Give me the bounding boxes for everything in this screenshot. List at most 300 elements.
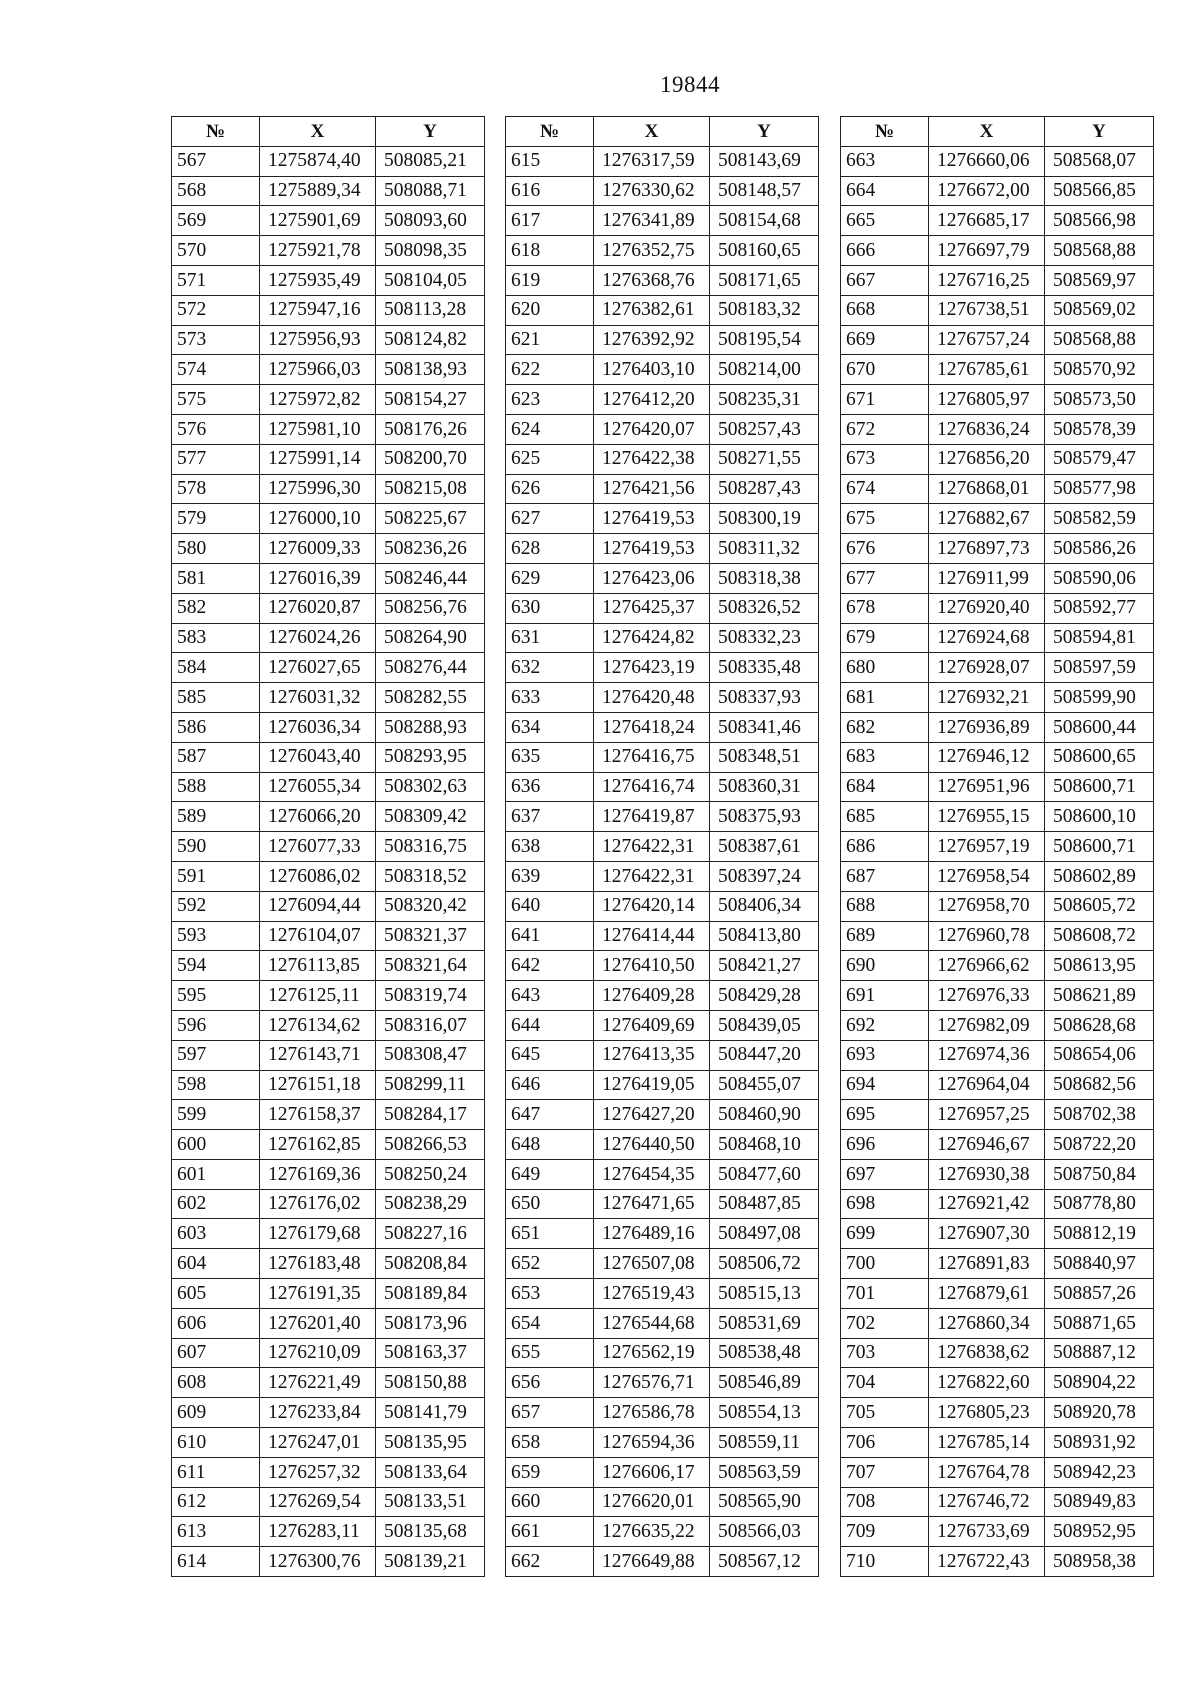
y-coordinate-cell: 508360,31 xyxy=(710,772,819,802)
x-coordinate-cell: 1276964,04 xyxy=(929,1070,1045,1100)
point-number-cell: 609 xyxy=(172,1398,260,1428)
table-row xyxy=(506,891,819,921)
table-row xyxy=(172,265,485,295)
table-row xyxy=(172,891,485,921)
point-number-cell: 682 xyxy=(841,712,929,742)
table-header-row xyxy=(841,117,1154,147)
y-coordinate-cell: 508563,59 xyxy=(710,1457,819,1487)
y-coordinate-cell: 508150,88 xyxy=(376,1368,485,1398)
point-number-cell: 676 xyxy=(841,534,929,564)
table-row xyxy=(506,206,819,236)
x-coordinate-cell: 1275981,10 xyxy=(260,414,376,444)
coordinates-table-2 xyxy=(505,116,819,1577)
table-row xyxy=(841,1428,1154,1458)
x-coordinate-cell: 1276009,33 xyxy=(260,534,376,564)
x-coordinate-cell: 1275921,78 xyxy=(260,236,376,266)
x-coordinate-cell: 1276169,36 xyxy=(260,1159,376,1189)
x-coordinate-cell: 1276544,68 xyxy=(594,1308,710,1338)
point-number-cell: 630 xyxy=(506,593,594,623)
header-y: Y xyxy=(1045,117,1154,147)
header-y: Y xyxy=(376,117,485,147)
x-coordinate-cell: 1276413,35 xyxy=(594,1040,710,1070)
table-row xyxy=(172,832,485,862)
point-number-cell: 640 xyxy=(506,891,594,921)
x-coordinate-cell: 1276576,71 xyxy=(594,1368,710,1398)
point-number-cell: 650 xyxy=(506,1189,594,1219)
y-coordinate-cell: 508579,47 xyxy=(1045,444,1154,474)
point-number-cell: 614 xyxy=(172,1547,260,1577)
y-coordinate-cell: 508154,27 xyxy=(376,385,485,415)
table-row xyxy=(506,444,819,474)
y-coordinate-cell: 508904,22 xyxy=(1045,1368,1154,1398)
table-row xyxy=(841,504,1154,534)
x-coordinate-cell: 1276958,54 xyxy=(929,861,1045,891)
y-coordinate-cell: 508093,60 xyxy=(376,206,485,236)
y-coordinate-cell: 508316,07 xyxy=(376,1010,485,1040)
table-row xyxy=(506,1428,819,1458)
y-coordinate-cell: 508447,20 xyxy=(710,1040,819,1070)
point-number-cell: 710 xyxy=(841,1547,929,1577)
y-coordinate-cell: 508183,32 xyxy=(710,295,819,325)
x-coordinate-cell: 1276419,05 xyxy=(594,1070,710,1100)
point-number-cell: 619 xyxy=(506,265,594,295)
point-number-cell: 701 xyxy=(841,1279,929,1309)
x-coordinate-cell: 1275889,34 xyxy=(260,176,376,206)
y-coordinate-cell: 508546,89 xyxy=(710,1368,819,1398)
y-coordinate-cell: 508413,80 xyxy=(710,921,819,951)
table-row xyxy=(841,295,1154,325)
point-number-cell: 707 xyxy=(841,1457,929,1487)
x-coordinate-cell: 1276300,76 xyxy=(260,1547,376,1577)
point-number-cell: 611 xyxy=(172,1457,260,1487)
x-coordinate-cell: 1276409,69 xyxy=(594,1010,710,1040)
table-row xyxy=(172,355,485,385)
x-coordinate-cell: 1276507,08 xyxy=(594,1249,710,1279)
table-row xyxy=(506,802,819,832)
table-row xyxy=(841,1130,1154,1160)
table-row xyxy=(172,1130,485,1160)
x-coordinate-cell: 1276856,20 xyxy=(929,444,1045,474)
x-coordinate-cell: 1276024,26 xyxy=(260,623,376,653)
point-number-cell: 568 xyxy=(172,176,260,206)
table-row xyxy=(841,236,1154,266)
point-number-cell: 690 xyxy=(841,951,929,981)
x-coordinate-cell: 1276594,36 xyxy=(594,1428,710,1458)
y-coordinate-cell: 508135,95 xyxy=(376,1428,485,1458)
point-number-cell: 605 xyxy=(172,1279,260,1309)
point-number-cell: 657 xyxy=(506,1398,594,1428)
table-row xyxy=(841,1070,1154,1100)
point-number-cell: 654 xyxy=(506,1308,594,1338)
x-coordinate-cell: 1276424,82 xyxy=(594,623,710,653)
x-coordinate-cell: 1276031,32 xyxy=(260,683,376,713)
point-number-cell: 659 xyxy=(506,1457,594,1487)
y-coordinate-cell: 508887,12 xyxy=(1045,1338,1154,1368)
y-coordinate-cell: 508227,16 xyxy=(376,1219,485,1249)
x-coordinate-cell: 1276822,60 xyxy=(929,1368,1045,1398)
x-coordinate-cell: 1276974,36 xyxy=(929,1040,1045,1070)
y-coordinate-cell: 508271,55 xyxy=(710,444,819,474)
point-number-cell: 687 xyxy=(841,861,929,891)
point-number-cell: 582 xyxy=(172,593,260,623)
y-coordinate-cell: 508569,97 xyxy=(1045,265,1154,295)
point-number-cell: 662 xyxy=(506,1547,594,1577)
y-coordinate-cell: 508337,93 xyxy=(710,683,819,713)
y-coordinate-cell: 508326,52 xyxy=(710,593,819,623)
table-row xyxy=(506,1100,819,1130)
x-coordinate-cell: 1276879,61 xyxy=(929,1279,1045,1309)
table-row xyxy=(172,593,485,623)
table-row xyxy=(506,504,819,534)
x-coordinate-cell: 1276805,23 xyxy=(929,1398,1045,1428)
y-coordinate-cell: 508931,92 xyxy=(1045,1428,1154,1458)
point-number-cell: 634 xyxy=(506,712,594,742)
y-coordinate-cell: 508311,32 xyxy=(710,534,819,564)
x-coordinate-cell: 1276352,75 xyxy=(594,236,710,266)
table-row xyxy=(841,414,1154,444)
point-number-cell: 588 xyxy=(172,772,260,802)
point-number-cell: 699 xyxy=(841,1219,929,1249)
x-coordinate-cell: 1276946,67 xyxy=(929,1130,1045,1160)
table-row xyxy=(506,1398,819,1428)
x-coordinate-cell: 1276868,01 xyxy=(929,474,1045,504)
y-coordinate-cell: 508321,37 xyxy=(376,921,485,951)
point-number-cell: 660 xyxy=(506,1487,594,1517)
point-number-cell: 612 xyxy=(172,1487,260,1517)
x-coordinate-cell: 1276897,73 xyxy=(929,534,1045,564)
point-number-cell: 677 xyxy=(841,563,929,593)
y-coordinate-cell: 508256,76 xyxy=(376,593,485,623)
point-number-cell: 629 xyxy=(506,563,594,593)
point-number-cell: 592 xyxy=(172,891,260,921)
table-row xyxy=(506,355,819,385)
y-coordinate-cell: 508567,12 xyxy=(710,1547,819,1577)
x-coordinate-cell: 1276423,06 xyxy=(594,563,710,593)
table-row xyxy=(841,593,1154,623)
x-coordinate-cell: 1276606,17 xyxy=(594,1457,710,1487)
x-coordinate-cell: 1276907,30 xyxy=(929,1219,1045,1249)
table-row xyxy=(506,414,819,444)
point-number-cell: 703 xyxy=(841,1338,929,1368)
table-row xyxy=(506,176,819,206)
point-number-cell: 595 xyxy=(172,981,260,1011)
table-row xyxy=(841,951,1154,981)
table-row xyxy=(172,1487,485,1517)
point-number-cell: 689 xyxy=(841,921,929,951)
table-row xyxy=(172,802,485,832)
y-coordinate-cell: 508238,29 xyxy=(376,1189,485,1219)
table-row xyxy=(172,951,485,981)
table-row xyxy=(172,206,485,236)
table-row xyxy=(841,1010,1154,1040)
x-coordinate-cell: 1276660,06 xyxy=(929,146,1045,176)
y-coordinate-cell: 508577,98 xyxy=(1045,474,1154,504)
y-coordinate-cell: 508568,07 xyxy=(1045,146,1154,176)
point-number-cell: 567 xyxy=(172,146,260,176)
x-coordinate-cell: 1276421,56 xyxy=(594,474,710,504)
y-coordinate-cell: 508565,90 xyxy=(710,1487,819,1517)
y-coordinate-cell: 508235,31 xyxy=(710,385,819,415)
table-row xyxy=(172,1219,485,1249)
point-number-cell: 601 xyxy=(172,1159,260,1189)
y-coordinate-cell: 508176,26 xyxy=(376,414,485,444)
y-coordinate-cell: 508506,72 xyxy=(710,1249,819,1279)
table-row xyxy=(172,1070,485,1100)
y-coordinate-cell: 508332,23 xyxy=(710,623,819,653)
y-coordinate-cell: 508287,43 xyxy=(710,474,819,504)
table-row xyxy=(841,891,1154,921)
x-coordinate-cell: 1276519,43 xyxy=(594,1279,710,1309)
table-row xyxy=(841,176,1154,206)
table-row xyxy=(506,1279,819,1309)
x-coordinate-cell: 1276882,67 xyxy=(929,504,1045,534)
point-number-cell: 672 xyxy=(841,414,929,444)
point-number-cell: 656 xyxy=(506,1368,594,1398)
x-coordinate-cell: 1276425,37 xyxy=(594,593,710,623)
point-number-cell: 669 xyxy=(841,325,929,355)
point-number-cell: 610 xyxy=(172,1428,260,1458)
table-row xyxy=(506,146,819,176)
point-number-cell: 695 xyxy=(841,1100,929,1130)
y-coordinate-cell: 508098,35 xyxy=(376,236,485,266)
point-number-cell: 648 xyxy=(506,1130,594,1160)
point-number-cell: 698 xyxy=(841,1189,929,1219)
x-coordinate-cell: 1276955,15 xyxy=(929,802,1045,832)
point-number-cell: 655 xyxy=(506,1338,594,1368)
point-number-cell: 607 xyxy=(172,1338,260,1368)
y-coordinate-cell: 508628,68 xyxy=(1045,1010,1154,1040)
x-coordinate-cell: 1276838,62 xyxy=(929,1338,1045,1368)
x-coordinate-cell: 1276957,19 xyxy=(929,832,1045,862)
y-coordinate-cell: 508590,06 xyxy=(1045,563,1154,593)
y-coordinate-cell: 508225,67 xyxy=(376,504,485,534)
point-number-cell: 593 xyxy=(172,921,260,951)
x-coordinate-cell: 1276982,09 xyxy=(929,1010,1045,1040)
point-number-cell: 661 xyxy=(506,1517,594,1547)
y-coordinate-cell: 508321,64 xyxy=(376,951,485,981)
point-number-cell: 694 xyxy=(841,1070,929,1100)
point-number-cell: 589 xyxy=(172,802,260,832)
table-row xyxy=(172,414,485,444)
point-number-cell: 626 xyxy=(506,474,594,504)
y-coordinate-cell: 508439,05 xyxy=(710,1010,819,1040)
y-coordinate-cell: 508515,13 xyxy=(710,1279,819,1309)
table-row xyxy=(841,474,1154,504)
y-coordinate-cell: 508143,69 xyxy=(710,146,819,176)
table-row xyxy=(172,1547,485,1577)
y-coordinate-cell: 508582,59 xyxy=(1045,504,1154,534)
page-number: 19844 xyxy=(660,72,720,97)
table-row xyxy=(841,265,1154,295)
y-coordinate-cell: 508477,60 xyxy=(710,1159,819,1189)
point-number-cell: 579 xyxy=(172,504,260,534)
x-coordinate-cell: 1276412,20 xyxy=(594,385,710,415)
table-row xyxy=(172,772,485,802)
x-coordinate-cell: 1276330,62 xyxy=(594,176,710,206)
table-row xyxy=(172,504,485,534)
x-coordinate-cell: 1276420,48 xyxy=(594,683,710,713)
x-coordinate-cell: 1276921,42 xyxy=(929,1189,1045,1219)
point-number-cell: 693 xyxy=(841,1040,929,1070)
point-number-cell: 571 xyxy=(172,265,260,295)
x-coordinate-cell: 1275996,30 xyxy=(260,474,376,504)
table-row xyxy=(506,921,819,951)
table-row xyxy=(506,1219,819,1249)
x-coordinate-cell: 1276951,96 xyxy=(929,772,1045,802)
table-row xyxy=(172,1517,485,1547)
x-coordinate-cell: 1276162,85 xyxy=(260,1130,376,1160)
y-coordinate-cell: 508160,65 xyxy=(710,236,819,266)
table-row xyxy=(841,861,1154,891)
table-row xyxy=(506,1487,819,1517)
y-coordinate-cell: 508171,65 xyxy=(710,265,819,295)
point-number-cell: 628 xyxy=(506,534,594,564)
y-coordinate-cell: 508266,53 xyxy=(376,1130,485,1160)
x-coordinate-cell: 1276785,61 xyxy=(929,355,1045,385)
table-row xyxy=(841,385,1154,415)
x-coordinate-cell: 1276134,62 xyxy=(260,1010,376,1040)
table-row xyxy=(841,1547,1154,1577)
y-coordinate-cell: 508348,51 xyxy=(710,742,819,772)
x-coordinate-cell: 1276958,70 xyxy=(929,891,1045,921)
table-row xyxy=(841,1487,1154,1517)
x-coordinate-cell: 1276722,43 xyxy=(929,1547,1045,1577)
x-coordinate-cell: 1276976,33 xyxy=(929,981,1045,1011)
header-number: № xyxy=(506,117,594,147)
point-number-cell: 603 xyxy=(172,1219,260,1249)
coordinates-table-3 xyxy=(840,116,1154,1577)
point-number-cell: 576 xyxy=(172,414,260,444)
y-coordinate-cell: 508597,59 xyxy=(1045,653,1154,683)
x-coordinate-cell: 1275947,16 xyxy=(260,295,376,325)
y-coordinate-cell: 508586,26 xyxy=(1045,534,1154,564)
x-coordinate-cell: 1276183,48 xyxy=(260,1249,376,1279)
table-row xyxy=(506,623,819,653)
point-number-cell: 617 xyxy=(506,206,594,236)
x-coordinate-cell: 1276416,75 xyxy=(594,742,710,772)
y-coordinate-cell: 508320,42 xyxy=(376,891,485,921)
table-row xyxy=(172,1010,485,1040)
point-number-cell: 663 xyxy=(841,146,929,176)
y-coordinate-cell: 508487,85 xyxy=(710,1189,819,1219)
x-coordinate-cell: 1276113,85 xyxy=(260,951,376,981)
table-row xyxy=(841,444,1154,474)
y-coordinate-cell: 508538,48 xyxy=(710,1338,819,1368)
x-coordinate-cell: 1276086,02 xyxy=(260,861,376,891)
x-coordinate-cell: 1276158,37 xyxy=(260,1100,376,1130)
x-coordinate-cell: 1275874,40 xyxy=(260,146,376,176)
point-number-cell: 705 xyxy=(841,1398,929,1428)
point-number-cell: 631 xyxy=(506,623,594,653)
point-number-cell: 577 xyxy=(172,444,260,474)
point-number-cell: 652 xyxy=(506,1249,594,1279)
table-row xyxy=(172,295,485,325)
point-number-cell: 625 xyxy=(506,444,594,474)
y-coordinate-cell: 508871,65 xyxy=(1045,1308,1154,1338)
y-coordinate-cell: 508173,96 xyxy=(376,1308,485,1338)
y-coordinate-cell: 508135,68 xyxy=(376,1517,485,1547)
point-number-cell: 704 xyxy=(841,1368,929,1398)
point-number-cell: 586 xyxy=(172,712,260,742)
y-coordinate-cell: 508568,88 xyxy=(1045,325,1154,355)
y-coordinate-cell: 508429,28 xyxy=(710,981,819,1011)
point-number-cell: 638 xyxy=(506,832,594,862)
table-row xyxy=(841,653,1154,683)
point-number-cell: 623 xyxy=(506,385,594,415)
table-row xyxy=(841,772,1154,802)
y-coordinate-cell: 508138,93 xyxy=(376,355,485,385)
point-number-cell: 684 xyxy=(841,772,929,802)
y-coordinate-cell: 508600,65 xyxy=(1045,742,1154,772)
table-row xyxy=(506,772,819,802)
y-coordinate-cell: 508189,84 xyxy=(376,1279,485,1309)
table-header-row xyxy=(506,117,819,147)
point-number-cell: 585 xyxy=(172,683,260,713)
table-row xyxy=(506,385,819,415)
table-row xyxy=(506,295,819,325)
y-coordinate-cell: 508195,54 xyxy=(710,325,819,355)
x-coordinate-cell: 1276419,53 xyxy=(594,504,710,534)
table-row xyxy=(506,1547,819,1577)
x-coordinate-cell: 1276805,97 xyxy=(929,385,1045,415)
table-row xyxy=(172,1040,485,1070)
point-number-cell: 572 xyxy=(172,295,260,325)
y-coordinate-cell: 508497,08 xyxy=(710,1219,819,1249)
y-coordinate-cell: 508139,21 xyxy=(376,1547,485,1577)
point-number-cell: 678 xyxy=(841,593,929,623)
x-coordinate-cell: 1276423,19 xyxy=(594,653,710,683)
x-coordinate-cell: 1276125,11 xyxy=(260,981,376,1011)
x-coordinate-cell: 1276440,50 xyxy=(594,1130,710,1160)
y-coordinate-cell: 508578,39 xyxy=(1045,414,1154,444)
y-coordinate-cell: 508573,50 xyxy=(1045,385,1154,415)
table-row xyxy=(172,1428,485,1458)
table-row xyxy=(841,1457,1154,1487)
y-coordinate-cell: 508335,48 xyxy=(710,653,819,683)
y-coordinate-cell: 508958,38 xyxy=(1045,1547,1154,1577)
point-number-cell: 637 xyxy=(506,802,594,832)
y-coordinate-cell: 508949,83 xyxy=(1045,1487,1154,1517)
table-row xyxy=(172,385,485,415)
y-coordinate-cell: 508455,07 xyxy=(710,1070,819,1100)
point-number-cell: 622 xyxy=(506,355,594,385)
y-coordinate-cell: 508264,90 xyxy=(376,623,485,653)
table-row xyxy=(841,623,1154,653)
table-row xyxy=(841,832,1154,862)
x-coordinate-cell: 1276210,09 xyxy=(260,1338,376,1368)
table-row xyxy=(172,1159,485,1189)
point-number-cell: 700 xyxy=(841,1249,929,1279)
header-x: X xyxy=(594,117,710,147)
table-row xyxy=(506,653,819,683)
table-row xyxy=(172,623,485,653)
table-header-row xyxy=(172,117,485,147)
table-row xyxy=(172,444,485,474)
table-row xyxy=(172,1338,485,1368)
x-coordinate-cell: 1276233,84 xyxy=(260,1398,376,1428)
table-row xyxy=(841,534,1154,564)
x-coordinate-cell: 1276409,28 xyxy=(594,981,710,1011)
table-row xyxy=(172,146,485,176)
point-number-cell: 627 xyxy=(506,504,594,534)
point-number-cell: 692 xyxy=(841,1010,929,1040)
table-row xyxy=(841,1159,1154,1189)
point-number-cell: 578 xyxy=(172,474,260,504)
x-coordinate-cell: 1276562,19 xyxy=(594,1338,710,1368)
x-coordinate-cell: 1276930,38 xyxy=(929,1159,1045,1189)
table-row xyxy=(172,1368,485,1398)
header-y: Y xyxy=(710,117,819,147)
